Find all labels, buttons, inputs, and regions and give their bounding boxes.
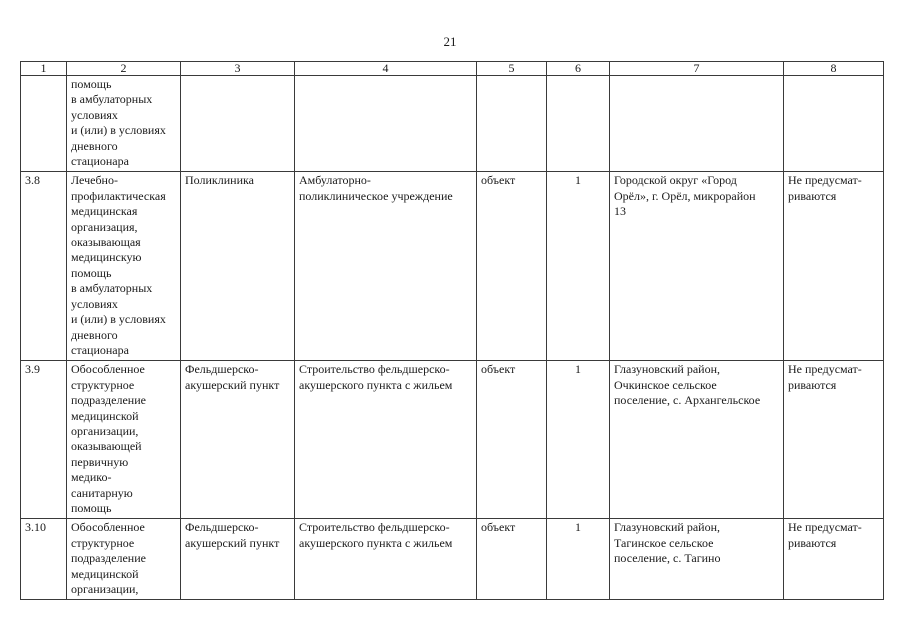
cell-line: Орёл», г. Орёл, микрорайон [614,188,756,203]
cell-line: организации, [71,582,139,596]
table-row [21,76,884,172]
cell-line: профилактическая [71,188,166,203]
cell-line: Глазуновский район, [614,362,721,377]
cell-line: условиях [71,107,118,122]
cell-line: Поликлиника [185,173,254,188]
cell-quantity: 1 [547,519,610,600]
cell-line: медицинской [71,408,139,423]
cell-line: Фельдшерско- [185,362,259,377]
cell-line: поликлиническое учреждение [299,188,453,203]
cell-line: риваются [788,535,837,550]
cell-line: 13 [614,204,626,219]
cell-line: организации, [71,423,139,438]
column-header-4: 4 [295,62,477,76]
cell-line: дневного [71,138,118,153]
cell-zones [784,361,884,519]
cell-line: Очкинское сельское [614,377,717,392]
cell-location [610,519,784,600]
cell-line: санитарную [71,485,133,500]
cell-line: структурное [71,377,135,392]
cell-purpose [295,519,477,600]
cell-unit [477,76,547,172]
cell-zones [784,172,884,361]
cell-line: помощь [71,265,112,280]
cell-quantity [547,76,610,172]
cell-facility-type [181,519,295,600]
cell-line: подразделение [71,393,146,408]
cell-line: Амбулаторно- [299,173,371,188]
column-header-8: 8 [784,62,884,76]
cell-quantity: 1 [547,361,610,519]
cell-line: Обособленное [71,362,145,377]
cell-facility-name [67,172,181,361]
cell-line: Тагинское сельское [614,535,714,550]
cell-number [21,76,67,172]
cell-facility-name [67,519,181,600]
cell-line: в амбулаторных [71,92,153,107]
cell-line: оказывающая [71,235,141,250]
cell-line: риваются [788,188,837,203]
cell-line: дневного [71,327,118,342]
cell-line: акушерского пункта с жильем [299,535,453,550]
cell-unit: объект [477,361,547,519]
cell-line: медико- [71,470,112,485]
column-header-7: 7 [610,62,784,76]
table-row [21,172,884,361]
cell-line: оказывающей [71,439,142,454]
cell-line: стационара [71,154,129,169]
cell-line: Лечебно- [71,173,118,188]
cell-zones [784,76,884,172]
cell-location [610,76,784,172]
facilities-table [20,61,884,600]
cell-location [610,172,784,361]
cell-line: и (или) в условиях [71,312,166,327]
cell-purpose [295,76,477,172]
cell-line: риваются [788,377,837,392]
cell-line: в амбулаторных [71,281,153,296]
cell-line: Фельдшерско- [185,520,259,535]
cell-facility-type [181,76,295,172]
cell-facility-name [67,361,181,519]
cell-location [610,361,784,519]
column-header-1: 1 [21,62,67,76]
cell-unit: объект [477,519,547,600]
column-header-5: 5 [477,62,547,76]
cell-line: Не предусмат- [788,362,862,377]
cell-line: Городской округ «Город [614,173,737,188]
cell-number: 3.8 [21,172,67,361]
cell-number: 3.10 [21,519,67,600]
table-header-row [21,62,884,76]
cell-line: Строительство фельдшерско- [299,520,450,535]
cell-line: поселение, с. Тагино [614,551,721,566]
column-header-6: 6 [547,62,610,76]
cell-line: первичную [71,454,129,469]
cell-number: 3.9 [21,361,67,519]
cell-quantity: 1 [547,172,610,361]
cell-line: условиях [71,296,118,311]
cell-line: акушерского пункта с жильем [299,377,453,392]
cell-line: структурное [71,535,135,550]
cell-line: поселение, с. Архангельское [614,393,761,408]
cell-line: Строительство фельдшерско- [299,362,450,377]
cell-unit: объект [477,172,547,361]
cell-line: помощь [71,77,112,91]
cell-line: организация, [71,219,138,234]
page-number: 21 [443,34,457,49]
cell-line: Не предусмат- [788,520,862,535]
cell-line: медицинской [71,566,139,581]
cell-line: и (или) в условиях [71,123,166,138]
cell-line: акушерский пункт [185,377,280,392]
table-row [21,519,884,600]
cell-line: акушерский пункт [185,535,280,550]
cell-facility-type [181,361,295,519]
table-row [21,361,884,519]
cell-zones [784,519,884,600]
cell-facility-type [181,172,295,361]
column-header-2: 2 [67,62,181,76]
cell-facility-name [67,76,181,172]
cell-line: Глазуновский район, [614,520,721,535]
cell-line: стационара [71,342,129,357]
cell-purpose [295,361,477,519]
cell-line: медицинская [71,204,138,219]
cell-line: медицинскую [71,250,142,265]
cell-line: Не предусмат- [788,173,862,188]
column-header-3: 3 [181,62,295,76]
cell-line: подразделение [71,551,146,566]
cell-line: помощь [71,500,112,515]
cell-line: Обособленное [71,520,145,535]
cell-purpose [295,172,477,361]
